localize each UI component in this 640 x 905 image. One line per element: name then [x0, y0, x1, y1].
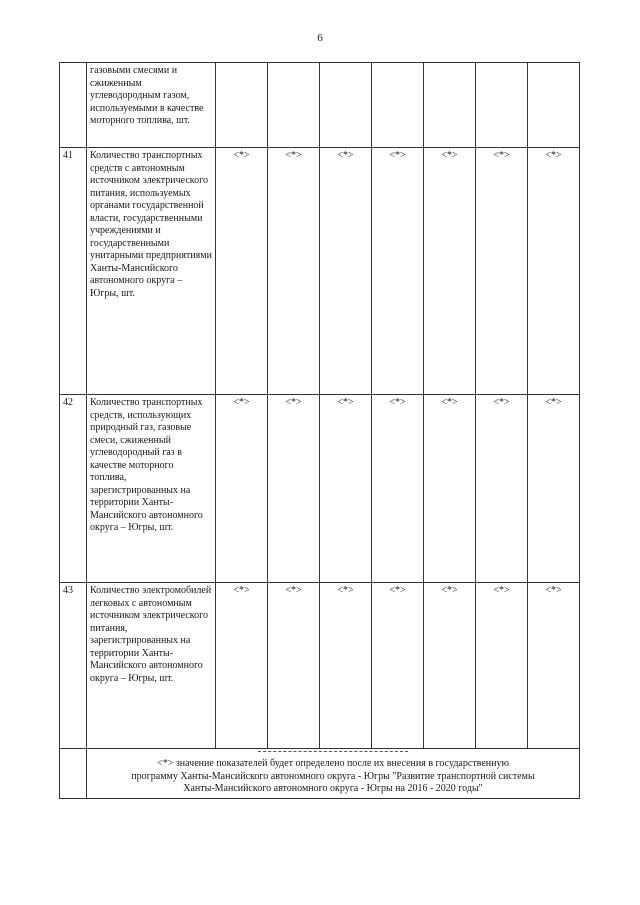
indicator-name: Количество транспортных средств, использующих природный газ, газовые смеси, сжиженный углеводородный газ в качестве моторного топлива, зарегистрированных на территории Ханты-Мансийского автономного округа – Югры, шт.	[87, 395, 216, 583]
value-cell: <*>	[528, 395, 580, 583]
value-cell: <*>	[476, 148, 528, 395]
indicator-name: газовыми смесями и сжиженным углеводородным газом, используемыми в качестве моторного топлива, шт.	[87, 63, 216, 148]
value-cell: <*>	[372, 148, 424, 395]
footnote-cell	[87, 749, 580, 799]
value-cell: <*>	[216, 148, 268, 395]
footnote-line: <*> значение показателей будет определено после их внесения в государственную	[157, 758, 509, 769]
value-cell: <*>	[372, 395, 424, 583]
value-cell: <*>	[268, 583, 320, 749]
indicator-name: Количество электромобилей легковых с автономным источником электрического питания, зарегистрированных на территории Ханты-Мансийского автономного округа – Югры, шт.	[87, 583, 216, 749]
table-row	[60, 583, 580, 749]
value-cell	[528, 63, 580, 148]
value-cell: <*>	[528, 148, 580, 395]
value-cell: <*>	[424, 395, 476, 583]
table-row	[60, 395, 580, 583]
footnote-line: программу Ханты-Мансийского автономного округа - Югры "Развитие транспортной системы	[131, 770, 535, 782]
value-cell	[424, 63, 476, 148]
value-cell: <*>	[320, 583, 372, 749]
value-cell	[320, 63, 372, 148]
indicators-table	[59, 62, 580, 799]
value-cell: <*>	[372, 583, 424, 749]
footnote-separator	[258, 751, 408, 752]
value-cell: <*>	[216, 395, 268, 583]
indicator-name: Количество транспортных средств с автономным источником электрического питания, используемых органами государственной власти, государственными учреждениями и государственными унитарными предприятиями Ханты-Мансийского автономного округа – Югры, шт.	[87, 148, 216, 395]
value-cell: <*>	[268, 148, 320, 395]
value-cell: <*>	[476, 583, 528, 749]
value-cell: <*>	[424, 583, 476, 749]
row-number	[60, 63, 87, 148]
table-row	[60, 148, 580, 395]
footnote-number-cell	[60, 749, 87, 799]
page-number: 6	[317, 32, 323, 44]
footnote-line: Ханты-Мансийского автономного округа - Югры на 2016 - 2020 годы"	[183, 783, 483, 794]
footnote-row	[60, 749, 580, 799]
table-row	[60, 63, 580, 148]
value-cell: <*>	[528, 583, 580, 749]
value-cell: <*>	[268, 395, 320, 583]
row-number: 42	[60, 395, 87, 583]
value-cell: <*>	[320, 148, 372, 395]
value-cell	[268, 63, 320, 148]
value-cell	[372, 63, 424, 148]
value-cell: <*>	[476, 395, 528, 583]
value-cell	[216, 63, 268, 148]
value-cell: <*>	[320, 395, 372, 583]
row-number: 43	[60, 583, 87, 749]
row-number: 41	[60, 148, 87, 395]
value-cell: <*>	[216, 583, 268, 749]
value-cell	[476, 63, 528, 148]
value-cell: <*>	[424, 148, 476, 395]
